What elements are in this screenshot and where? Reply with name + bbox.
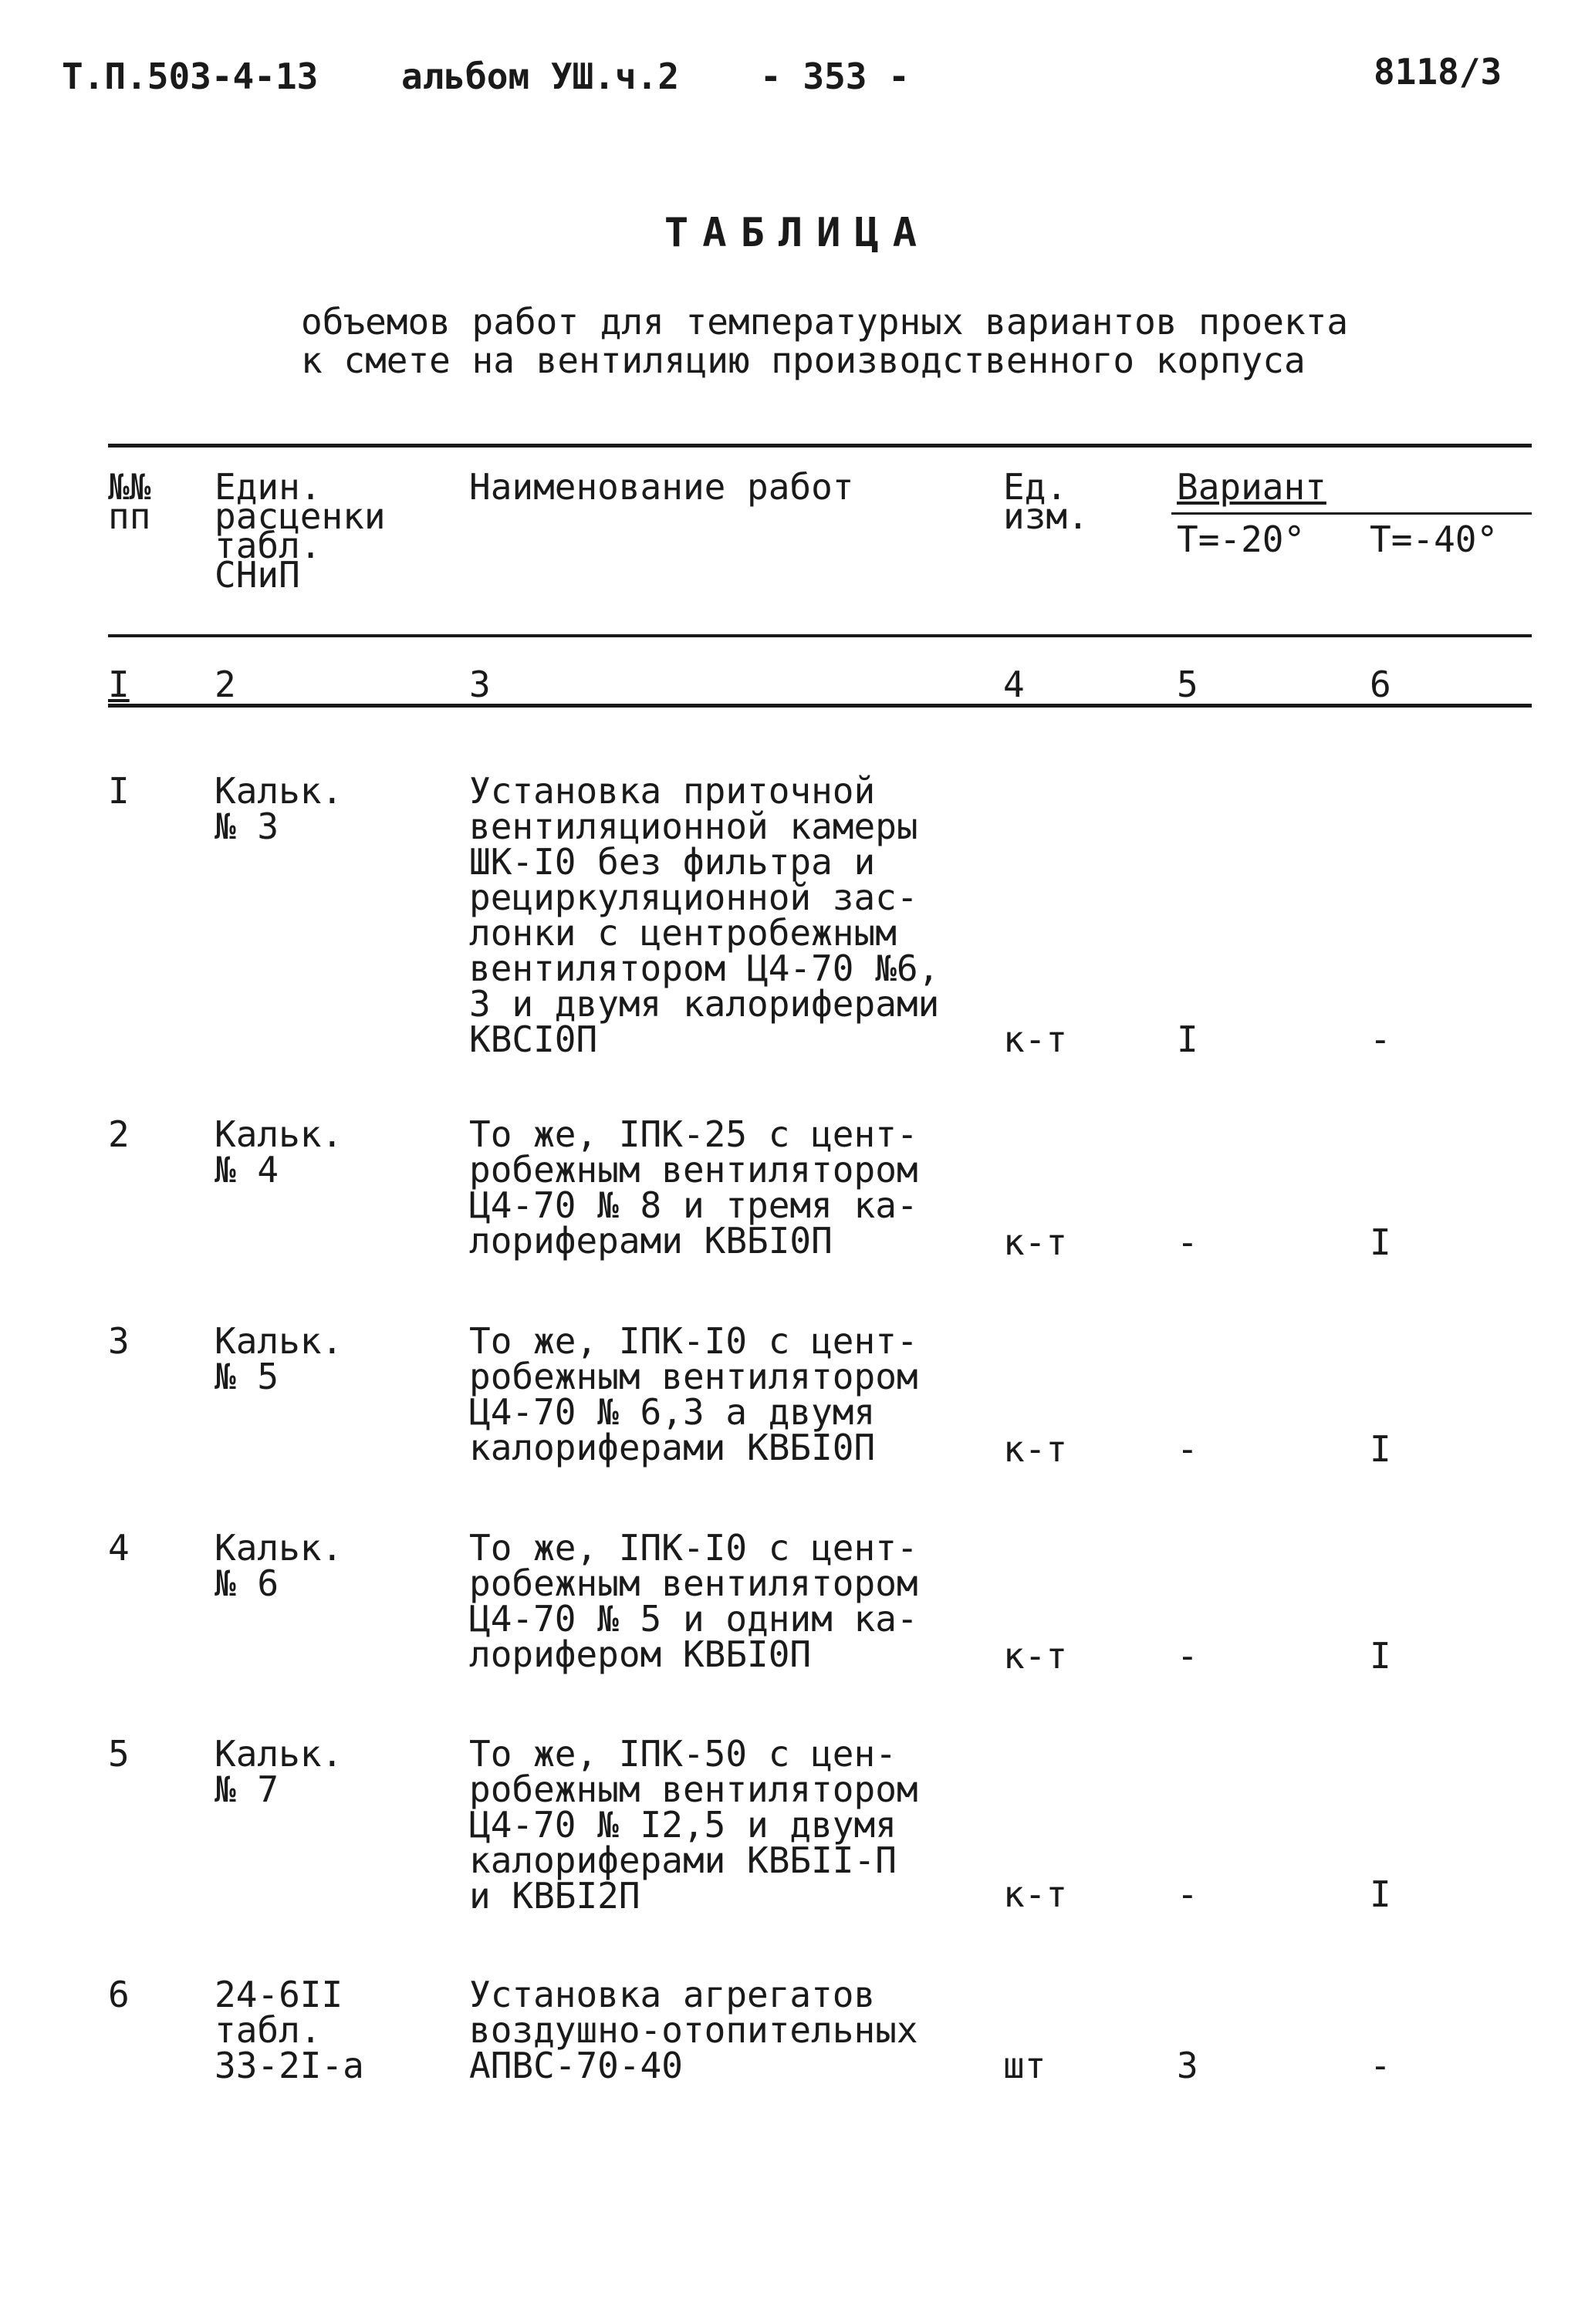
header-variant: Вариант <box>1177 466 1326 508</box>
variant-t40-value: - <box>1370 2045 1391 2086</box>
rate-code <box>215 1527 446 1604</box>
work-name-line: вентилятором Ц4-70 №6, <box>469 948 940 989</box>
rate-code-line: Кальк. <box>215 1733 343 1775</box>
variant-t40-value: I <box>1370 1635 1391 1677</box>
work-name-line: АПВС-70-40 <box>469 2045 683 2086</box>
work-name <box>469 1974 963 2086</box>
work-name-line: лонки с центробежным <box>469 912 897 954</box>
work-name-line: робежным вентилятором <box>469 1768 918 1810</box>
variant-t40-value: - <box>1370 1018 1391 1060</box>
variant-t20-value: 3 <box>1177 2045 1198 2086</box>
rate-code-line: табл. <box>215 2009 322 2051</box>
sheet-number: 8118/3 <box>1374 51 1502 93</box>
column-number: 5 <box>1177 664 1198 705</box>
rate-code <box>215 1113 446 1191</box>
row-number: 6 <box>108 1974 130 2015</box>
work-name-line: робежным вентилятором <box>469 1149 918 1191</box>
row-number: 3 <box>108 1320 130 1362</box>
rate-code-line: Кальк. <box>215 770 343 812</box>
rate-code-line: № 6 <box>215 1562 279 1604</box>
header-bottom-rule <box>108 634 1532 637</box>
rate-code-line: 24-6II <box>215 1974 343 2015</box>
row-number: I <box>108 770 130 812</box>
work-name-line: 3 и двумя калориферами <box>469 983 940 1025</box>
work-name-line: воздушно-отопительных <box>469 2009 918 2051</box>
header-rate-code-line: Един. <box>215 466 322 508</box>
variant-t20-value: - <box>1177 1221 1198 1263</box>
header-unit-line: изм. <box>1003 495 1089 537</box>
header-unit-line: Ед. <box>1003 466 1068 508</box>
page-number: - 353 - <box>760 56 910 97</box>
rate-code-line: Кальк. <box>215 1320 343 1362</box>
work-name-line: и КВБI2П <box>469 1875 640 1917</box>
work-name-line: калориферами КВБII-П <box>469 1839 897 1881</box>
rate-code-line: № 3 <box>215 806 279 847</box>
work-name-line: То же, IПК-25 с цент- <box>469 1113 918 1155</box>
rate-code-line: Кальк. <box>215 1527 343 1569</box>
column-number: 4 <box>1003 664 1025 705</box>
column-number: 2 <box>215 664 236 705</box>
work-name <box>469 1527 963 1675</box>
variant-t20-value: - <box>1177 1635 1198 1677</box>
unit: к-т <box>1003 1018 1068 1060</box>
header-work-name: Наименование работ <box>469 466 854 508</box>
table-top-rule <box>108 444 1532 448</box>
document-code: Т.П.503-4-13 <box>62 56 319 97</box>
variant-t20-value: I <box>1177 1018 1198 1060</box>
rate-code-line: 33-2I-а <box>215 2045 364 2086</box>
header-row-number-line: №№ <box>108 466 151 508</box>
row-number: 4 <box>108 1527 130 1569</box>
unit: к-т <box>1003 1873 1068 1915</box>
variant-t40-value: I <box>1370 1221 1391 1263</box>
page-subtitle <box>301 302 1348 380</box>
page-title: ТАБЛИЦА <box>664 210 931 256</box>
header-rate-code-line: СНиП <box>215 554 300 596</box>
row-number: 2 <box>108 1113 130 1155</box>
column-numbers-rule <box>108 704 1532 708</box>
header-rate-code-line: табл. <box>215 525 322 566</box>
work-name-line: робежным вентилятором <box>469 1356 918 1397</box>
rate-code <box>215 1974 446 2086</box>
work-name-line: рециркуляционной зас- <box>469 877 918 918</box>
work-name-line: вентиляционной камеры <box>469 806 918 847</box>
header-row-number <box>108 466 170 537</box>
work-name-line: Ц4-70 № 6,3 а двумя <box>469 1391 876 1433</box>
work-name <box>469 1320 963 1468</box>
work-name-line: КВСI0П <box>469 1018 598 1060</box>
unit: к-т <box>1003 1428 1068 1470</box>
work-name <box>469 1733 963 1917</box>
variant-t40-value: I <box>1370 1428 1391 1470</box>
header-t40: Т=-40° <box>1370 519 1499 560</box>
header-unit <box>1003 466 1089 537</box>
variant-header-rule <box>1171 512 1532 515</box>
header-rate-code-line: расценки <box>215 495 386 537</box>
album-reference: альбом УШ.ч.2 <box>401 56 680 97</box>
unit: к-т <box>1003 1635 1068 1677</box>
header-rate-code <box>215 466 431 596</box>
subtitle-line-1: объемов работ для температурных вариантов проекта <box>301 301 1349 343</box>
rate-code-line: № 4 <box>215 1149 279 1191</box>
column-number: I <box>108 664 130 705</box>
column-number: 6 <box>1370 664 1391 705</box>
variant-t20-value: - <box>1177 1873 1198 1915</box>
unit: шт <box>1003 2045 1046 2086</box>
work-name-line: ШК-I0 без фильтра и <box>469 841 876 883</box>
column-number: 3 <box>469 664 491 705</box>
header-row-number-line: пп <box>108 495 151 537</box>
work-name-line: лориферами КВБI0П <box>469 1220 833 1262</box>
variant-t40-value: I <box>1370 1873 1391 1915</box>
work-name <box>469 770 963 1060</box>
rate-code <box>215 1320 446 1397</box>
work-name-line: Ц4-70 № 8 и тремя ка- <box>469 1184 918 1226</box>
unit: к-т <box>1003 1221 1068 1263</box>
rate-code-line: Кальк. <box>215 1113 343 1155</box>
work-name <box>469 1113 963 1262</box>
subtitle-line-2: к смете на вентиляцию производственного корпуса <box>301 339 1306 381</box>
variant-t20-value: - <box>1177 1428 1198 1470</box>
work-name-line: Установка агрегатов <box>469 1974 876 2015</box>
rate-code <box>215 1733 446 1810</box>
row-number: 5 <box>108 1733 130 1775</box>
rate-code-line: № 7 <box>215 1768 279 1810</box>
work-name-line: Ц4-70 № I2,5 и двумя <box>469 1804 897 1846</box>
work-name-line: То же, IПК-I0 с цент- <box>469 1320 918 1362</box>
work-name-line: Ц4-70 № 5 и одним ка- <box>469 1598 918 1640</box>
work-name-line: лорифером КВБI0П <box>469 1633 812 1675</box>
rate-code <box>215 770 446 847</box>
rate-code-line: № 5 <box>215 1356 279 1397</box>
work-name-line: То же, IПК-I0 с цент- <box>469 1527 918 1569</box>
work-name-line: То же, IПК-50 с цен- <box>469 1733 897 1775</box>
work-name-line: калориферами КВБI0П <box>469 1427 876 1468</box>
work-name-line: робежным вентилятором <box>469 1562 918 1604</box>
header-t20: Т=-20° <box>1177 519 1306 560</box>
work-name-line: Установка приточной <box>469 770 876 812</box>
